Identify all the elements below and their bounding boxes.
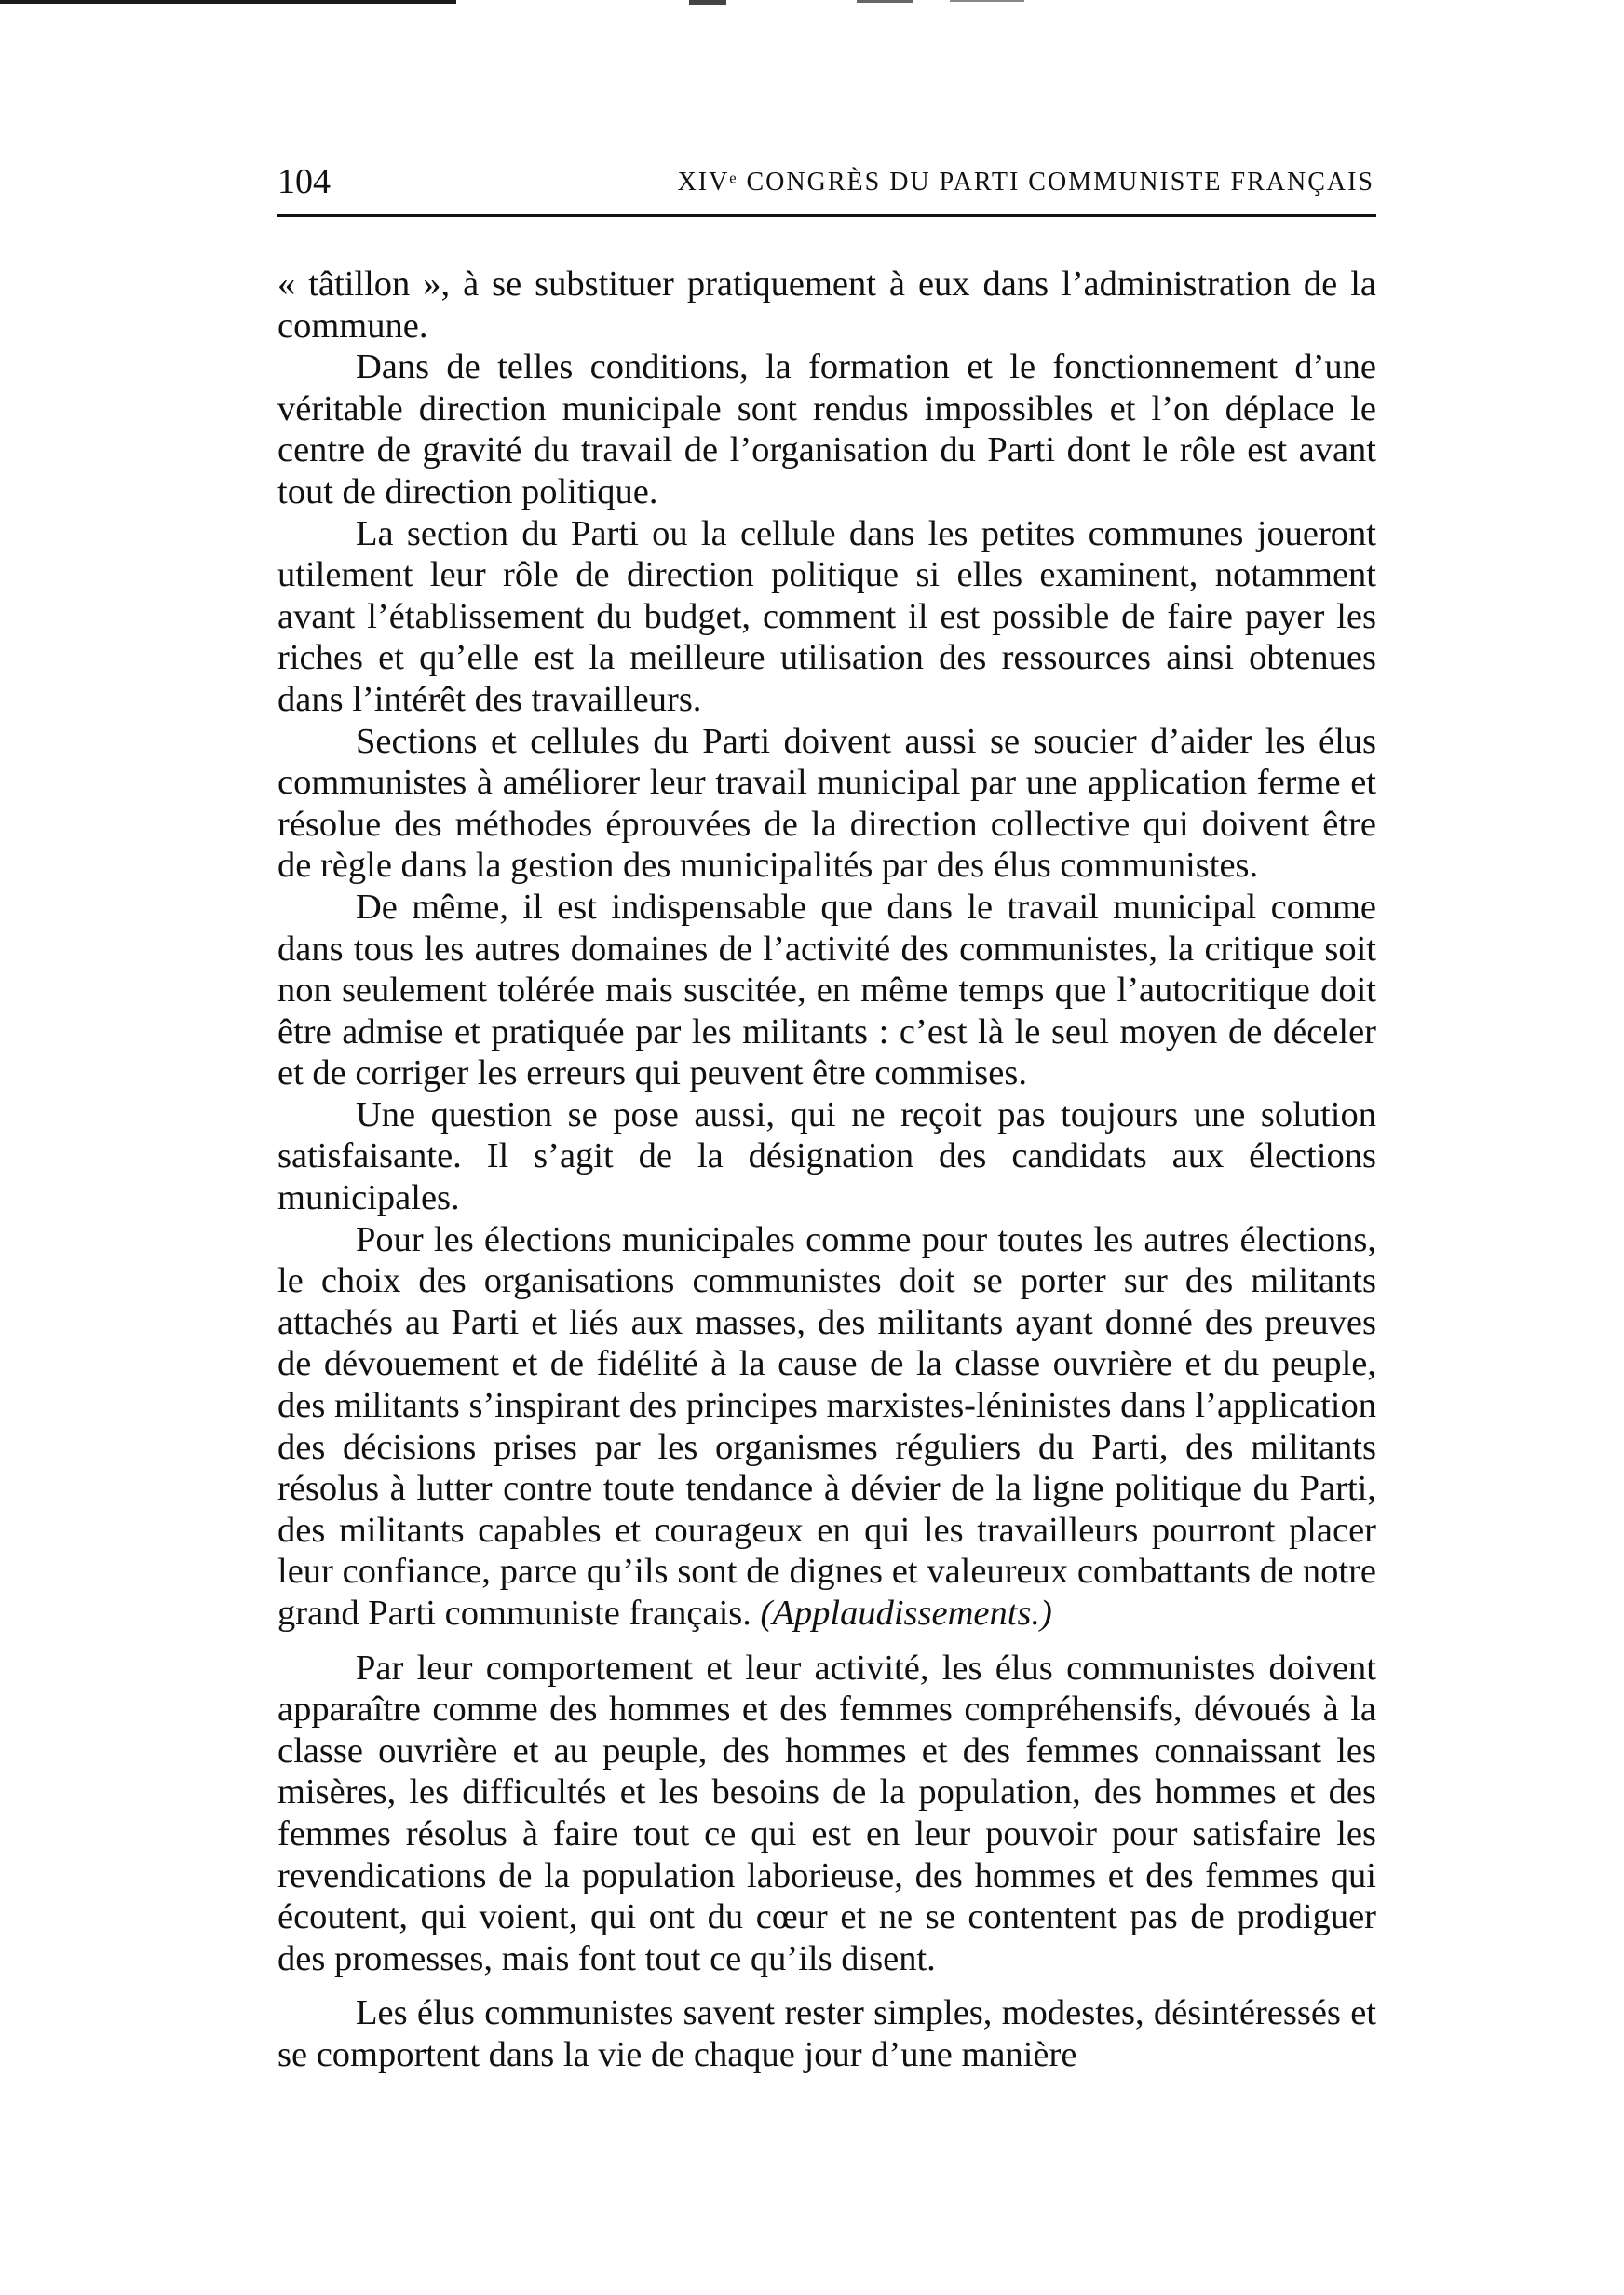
paragraph: Par leur comportement et leur activité, les élus communistes doivent apparaître comme des hommes et des femmes compréhensifs, dévoués à la classe ouvrière et au peuple, des hommes et des femmes connaissant les misères, les difficultés et les besoins de la population, des hommes et des femmes résolus à faire tout ce qui est en leur pouvoir pour satisfaire les revendications de la population laborieuse, des hommes et des femmes qui écoutent, qui voient, qui ont du cœur et ne se contentent pas de prodiguer des promesses, mais font tout ce qu’ils disent. xyxy=(277,1648,1376,1978)
page-number: 104 xyxy=(277,162,331,201)
page-header xyxy=(277,158,1374,210)
paragraph-text: Pour les élections municipales comme pour toutes les autres élections, le choix des organisations communistes doit se porter sur des militants attachés au Parti et liés aux masses, des militants ayant donné des preuves de dévouement et de fidélité à la cause de la classe ouvrière et du peuple, des militants s’inspirant des principes marxistes-léninistes dans l’application des décisions prises par les organismes réguliers du Parti, des militants résolus à lutter contre toute tendance à dévier de la ligne politique du Parti, des militants capables et courageux en qui les travailleurs pourront placer leur confiance, parce qu’ils sont de dignes et valeureux combattants de notre grand Parti communiste français. xyxy=(277,1219,1376,1633)
body-text xyxy=(277,264,1376,2076)
scan-artifact xyxy=(0,0,1624,7)
applause-note: (Applaudissements.) xyxy=(760,1594,1052,1633)
paragraph: Les élus communistes savent rester simples, modestes, désintéressés et se comportent dans la vie de chaque jour d’une manière xyxy=(277,1993,1376,2074)
paragraph: De même, il est indispensable que dans le travail municipal comme dans tous les autres domaines de l’activité des communistes, la critique soit non seulement tolérée mais suscitée, en même temps que l’autocritique doit être admise et pratiquée par les militants : c’est là le seul moyen de déceler et de corriger les erreurs qui peuvent être commises. xyxy=(277,887,1376,1093)
paragraph: « tâtillon », à se substituer pratiquement à eux dans l’administration de la commune. xyxy=(277,265,1376,346)
paragraph xyxy=(277,1219,1376,1635)
paragraph: Une question se pose aussi, qui ne reçoit pas toujours une solution satisfaisante. Il s’agit de la désignation des candidats aux élections municipales. xyxy=(277,1094,1376,1218)
paragraph: La section du Parti ou la cellule dans les petites communes joueront utilement leur rôle de direction politique si elles examinent, notamment avant l’établissement du budget, comment il est possible de faire payer les riches et qu’elle est la meilleure utilisation des ressources ainsi obtenues dans l’intérêt des travailleurs. xyxy=(277,513,1376,719)
paragraph: Dans de telles conditions, la formation et le fonctionnement d’une véritable direction municipale sont rendus impossibles et l’on déplace le centre de gravité du travail de l’organisation du Parti dont le rôle est avant tout de direction politique. xyxy=(277,347,1376,511)
running-title: XIVᵉ CONGRÈS DU PARTI COMMUNISTE FRANÇAIS xyxy=(677,168,1374,197)
paragraph: Sections et cellules du Parti doivent aussi se soucier d’aider les élus communistes à améliorer leur travail municipal par une application ferme et résolue des méthodes éprouvées de la direction collective qui doivent être de règle dans la gestion des municipalités par des élus communistes. xyxy=(277,721,1376,886)
header-rule xyxy=(277,214,1376,217)
